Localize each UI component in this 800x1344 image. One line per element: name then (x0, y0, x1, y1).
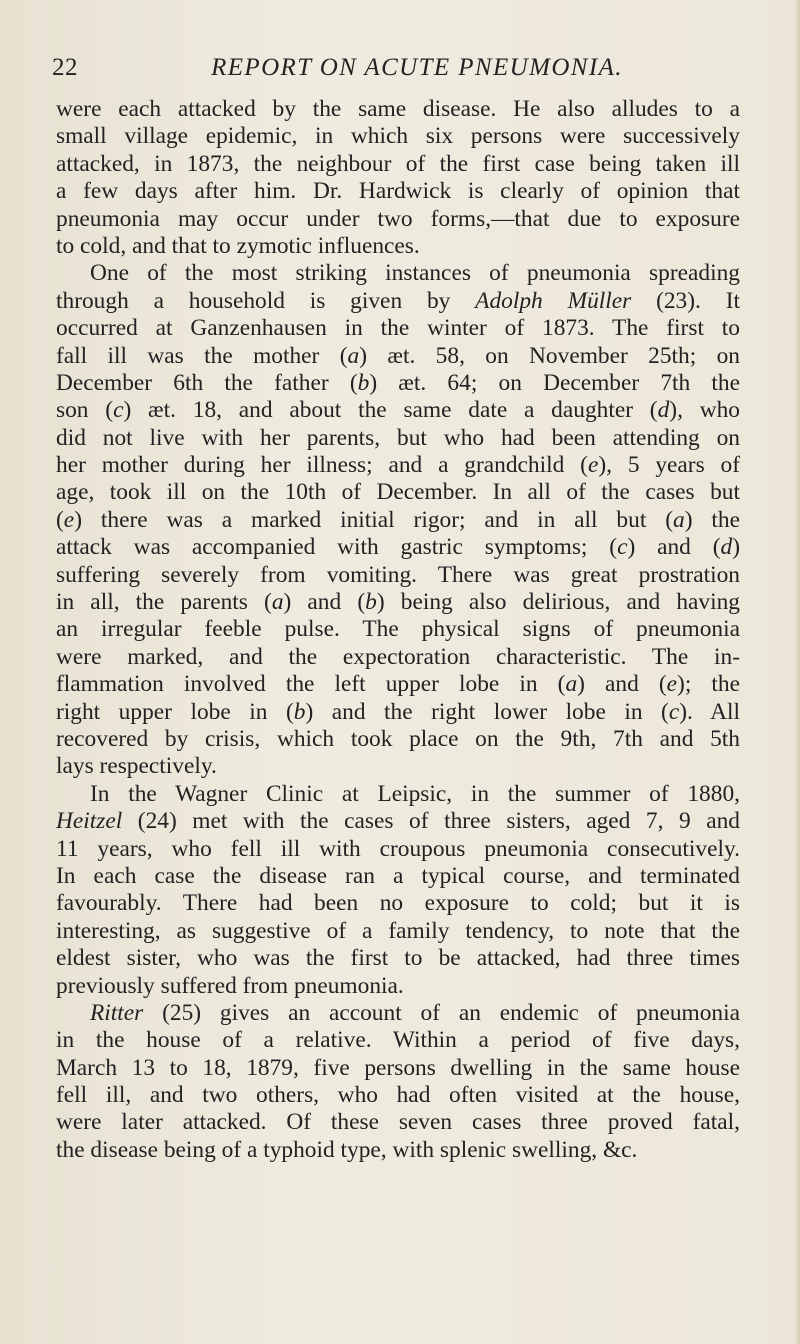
text-line: through a household is given by Adolph Müller (23). It (56, 287, 740, 314)
text-line: interesting, as suggestive of a family tendency, to note that the (56, 917, 740, 944)
text-line: attacked, in 1873, the neighbour of the first case being taken ill (56, 150, 740, 177)
text-line: flammation involved the left upper lobe in (a) and (e); the (56, 671, 740, 698)
text-line: Ritter (25) gives an account of an endemic of pneumonia (90, 999, 740, 1026)
text-line: to cold, and that to zymotic influences. (56, 232, 420, 259)
text-line: were marked, and the expectoration characteristic. The in- (56, 643, 740, 670)
text-line: in the house of a relative. Within a period of five days, (56, 1027, 740, 1054)
text-line: fall ill was the mother (a) æt. 58, on November 25th; on (56, 342, 740, 369)
text-line: previously suffered from pneumonia. (56, 972, 404, 999)
text-line: 11 years, who fell ill with croupous pneumonia consecutively. (56, 835, 740, 862)
text-line: her mother during her illness; and a grandchild (e), 5 years of (56, 452, 741, 479)
text-line: were each attacked by the same disease. He also alludes to a (56, 96, 740, 122)
text-line: did not live with her parents, but who had been attending on (56, 424, 740, 451)
text-line: December 6th the father (b) æt. 64; on December 7th the (56, 369, 740, 396)
text-line: in all, the parents (a) and (b) being also delirious, and having (56, 589, 740, 616)
text-line: an irregular feeble pulse. The physical signs of pneumonia (56, 616, 740, 643)
text-line: suffering severely from vomiting. There was great prostration (56, 561, 740, 588)
text-line: lays respectively. (56, 753, 217, 780)
page-edge-shadow (794, 0, 800, 1344)
text-line: age, took ill on the 10th of December. In all of the cases but (56, 479, 740, 506)
text-line: the disease being of a typhoid type, with splenic swelling, &c. (56, 1136, 638, 1163)
text-line: recovered by crisis, which took place on the 9th, 7th and 5th (56, 725, 740, 752)
text-line: In each case the disease ran a typical course, and terminated (56, 862, 740, 889)
text-line: were later attacked. Of these seven cases three proved fatal, (56, 1109, 740, 1136)
text-line: right upper lobe in (b) and the right lower lobe in (c). All (56, 698, 740, 725)
text-line: son (c) æt. 18, and about the same date a daughter (d), who (56, 397, 741, 424)
text-line: attack was accompanied with gastric symptoms; (c) and (d) (56, 534, 741, 561)
text-line: Heitzel (24) met with the cases of three sisters, aged 7, 9 and (56, 808, 740, 835)
text-line: occurred at Ganzenhausen in the winter of 1873. The first to (56, 315, 740, 342)
text-line: (e) there was a marked initial rigor; and in all but (a) the (56, 506, 740, 533)
text-line: small village epidemic, in which six persons were successively (56, 123, 740, 150)
text-line: a few days after him. Dr. Hardwick is clearly of opinion that (56, 178, 740, 205)
text-line: fell ill, and two others, who had often visited at the house, (56, 1082, 740, 1109)
text-line: In the Wagner Clinic at Leipsic, in the summer of 1880, (90, 780, 740, 807)
text-line: eldest sister, who was the first to be attacked, had three times (56, 945, 740, 972)
page-header (52, 54, 742, 94)
page-number: 22 (52, 54, 78, 81)
running-head: REPORT ON ACUTE PNEUMONIA. (211, 54, 623, 81)
body-text (56, 96, 740, 1164)
text-line: pneumonia may occur under two forms,—that due to exposure (56, 205, 740, 232)
text-line: One of the most striking instances of pneumonia spreading (90, 260, 740, 287)
text-line: favourably. There had been no exposure to cold; but it is (56, 890, 740, 917)
text-line: March 13 to 18, 1879, five persons dwelling in the same house (56, 1054, 740, 1081)
